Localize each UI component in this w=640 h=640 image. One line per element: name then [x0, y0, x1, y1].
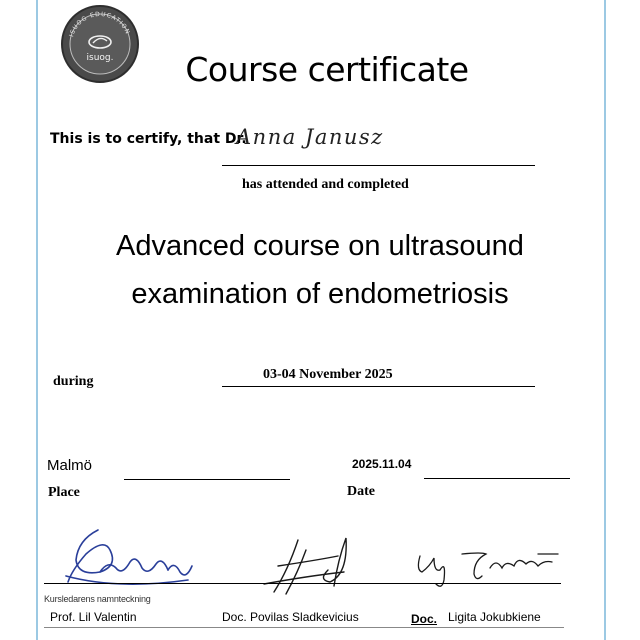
signer-jokubkiene-title: Doc. — [411, 612, 438, 626]
place-value: Malmö — [47, 457, 93, 474]
bottom-rule — [44, 627, 564, 628]
signer-jokubkiene: Ligita Jokubkiene — [448, 610, 541, 624]
place-label: Place — [48, 485, 80, 500]
course-title-line2: examination of endometriosis — [131, 278, 509, 310]
certify-text: This is to certify, that Dr. — [50, 131, 247, 147]
during-label: during — [53, 374, 94, 389]
certificate-title: Course certificate — [185, 50, 469, 89]
course-title — [0, 222, 640, 318]
signature-sladkevicius — [264, 538, 346, 594]
signature-jokubkiene — [418, 553, 558, 586]
attended-text: has attended and completed — [242, 177, 409, 192]
course-title-line1: Advanced course on ultrasound — [116, 230, 524, 262]
signature-valentin — [66, 530, 192, 584]
date-value: 2025.11.04 — [352, 457, 412, 471]
signature-caption: Kursledarens namnteckning — [44, 594, 151, 604]
signature-line — [44, 583, 561, 584]
signer-valentin: Prof. Lil Valentin — [50, 610, 137, 624]
right-border — [604, 0, 606, 640]
signer-sladkevicius: Doc. Povilas Sladkevicius — [222, 610, 359, 624]
date-range: 03-04 November 2025 — [263, 367, 393, 382]
recipient-name: Anna Janusz — [236, 125, 384, 149]
name-underline — [222, 165, 535, 166]
place-underline — [124, 479, 290, 480]
logo-ring-text: ISUOG EDUCATION — [68, 10, 132, 38]
date-label: Date — [347, 484, 375, 499]
logo-text: isuog. — [86, 53, 114, 63]
date-underline — [424, 478, 570, 479]
during-underline — [222, 386, 535, 387]
